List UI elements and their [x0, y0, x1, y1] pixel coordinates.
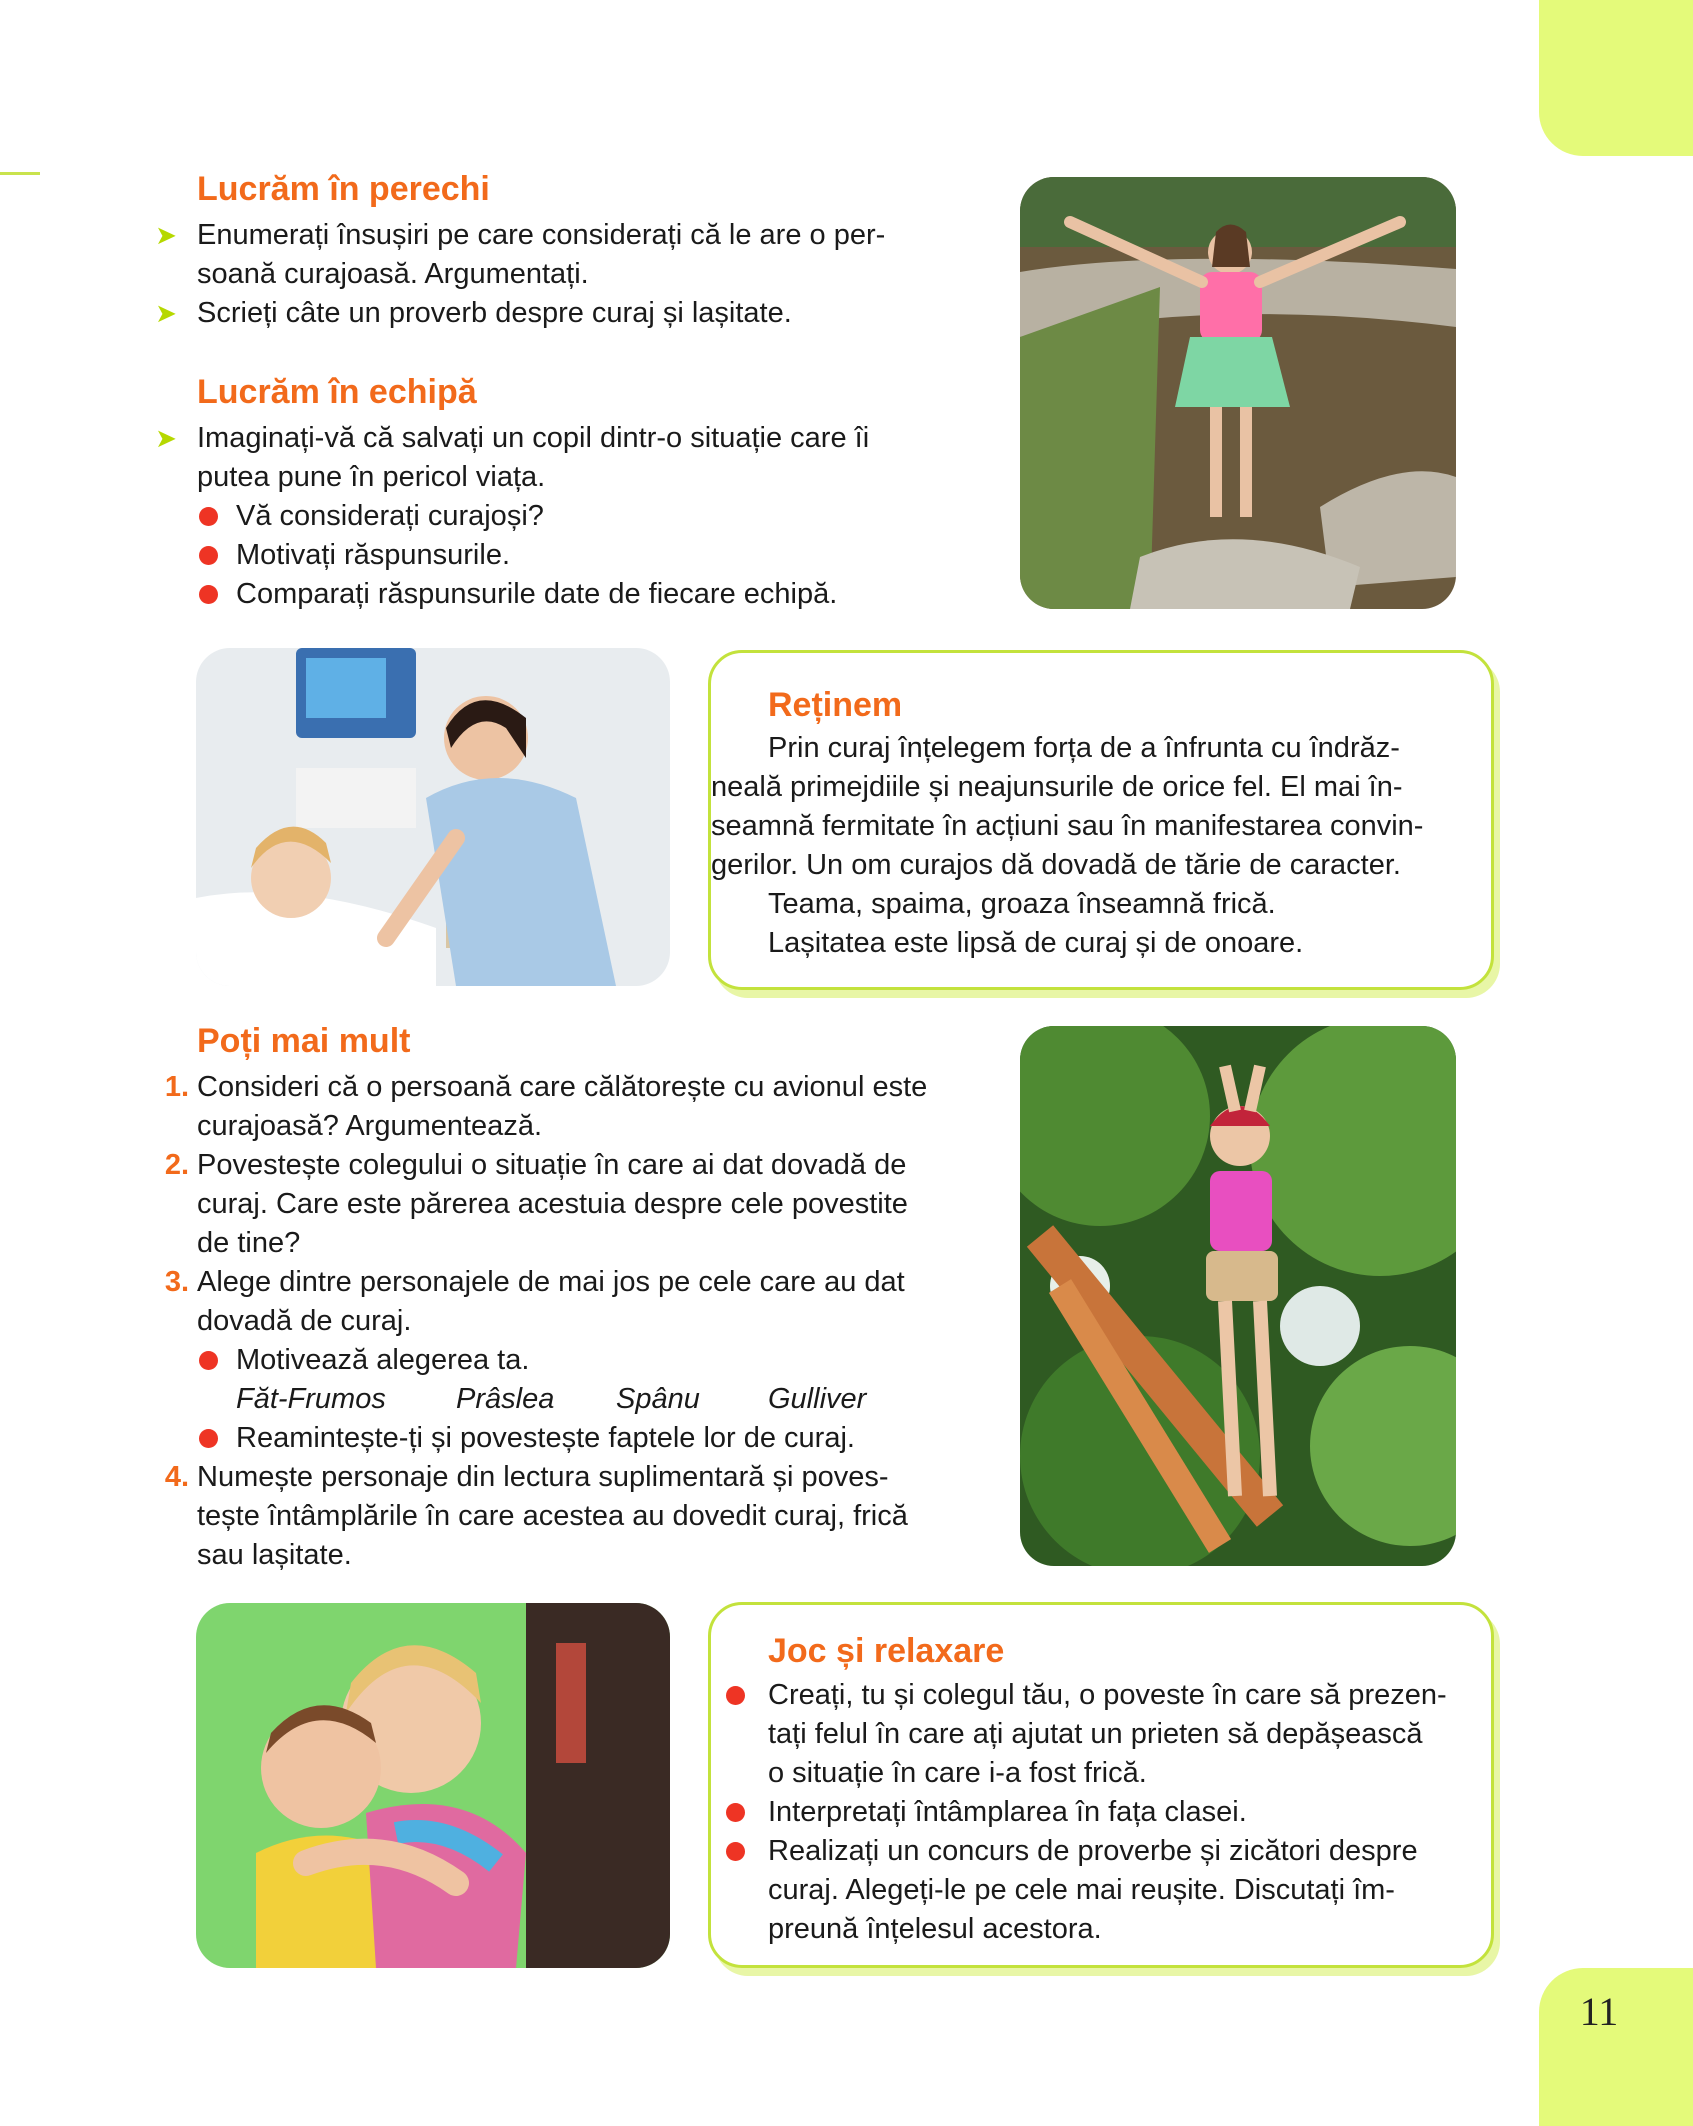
remember-line: neală primejdiile și neajunsurile de orice fel. El mai în-	[711, 771, 1403, 803]
exercise-number: 3.	[164, 1266, 189, 1298]
game-line: Realizați un concurs de proverbe și zicători despre	[768, 1835, 1418, 1867]
game-line: o situație în care i-a fost frică.	[768, 1757, 1147, 1789]
pairs-line: Scrieți câte un proverb despre curaj și lașitate.	[197, 297, 792, 329]
photo-boys-hugging	[196, 1603, 670, 1968]
game-line: Interpretați întâmplarea în fața clasei.	[768, 1796, 1247, 1828]
game-line: Creați, tu și colegul tău, o poveste în care să prezen-	[768, 1679, 1447, 1711]
exercise-line: Reamintește-ți și povestește faptele lor de curaj.	[236, 1422, 855, 1454]
red-bullet-icon	[197, 536, 219, 575]
game-line: curaj. Alegeți-le pe cele mai reușite. Discutați îm-	[768, 1874, 1395, 1906]
red-bullet-icon	[724, 1676, 746, 1715]
character-name: Spânu	[616, 1383, 700, 1415]
team-line: Motivați răspunsurile.	[236, 539, 510, 571]
page-number: 11	[1579, 1989, 1619, 2034]
character-name: Gulliver	[768, 1383, 867, 1415]
remember-text	[711, 729, 1517, 963]
section-title-pairs: Lucrăm în perechi	[197, 170, 490, 208]
chevron-bullet-icon: ➤	[155, 298, 177, 328]
remember-line: seamnă fermitate în acțiuni sau în manifestarea convin-	[711, 810, 1424, 842]
section-title-team: Lucrăm în echipă	[197, 373, 477, 411]
red-bullet-icon	[197, 575, 219, 614]
exercise-line: Consideri că o persoană care călătorește cu avionul este	[197, 1071, 928, 1103]
exercise-line: de tine?	[197, 1227, 301, 1259]
exercise-number: 4.	[164, 1461, 189, 1493]
exercise-line: dovadă de curaj.	[197, 1305, 412, 1337]
photo-girl-rope-course	[1020, 1026, 1456, 1566]
team-line: putea pune în pericol viața.	[197, 461, 546, 493]
exercise-line: Motivează alegerea ta.	[236, 1344, 530, 1376]
exercise-line: Alege dintre personajele de mai jos pe cele care au dat	[197, 1266, 905, 1298]
character-name: Prâslea	[456, 1383, 555, 1415]
pairs-line: Enumerați însușiri pe care considerați că le are o per-	[197, 219, 886, 251]
red-bullet-icon	[197, 1419, 219, 1458]
game-box	[708, 1602, 1494, 1968]
section-title-game: Joc și relaxare	[768, 1632, 1005, 1670]
photo-nurse-and-child	[196, 648, 670, 986]
page-corner-tab	[1539, 0, 1693, 156]
red-bullet-icon	[197, 1341, 219, 1380]
game-line: preună înțelesul acestora.	[768, 1913, 1102, 1945]
more-exercises	[164, 1068, 928, 1575]
photo-girl-balancing	[1020, 177, 1456, 609]
game-line: tați felul în care ați ajutat un prieten să depășească	[768, 1718, 1423, 1750]
team-line: Vă considerați curajoși?	[236, 500, 544, 532]
character-name: Făt-Frumos	[236, 1383, 386, 1415]
margin-accent-line	[0, 172, 40, 175]
exercise-number: 1.	[164, 1071, 189, 1103]
team-line: Imaginați-vă că salvați un copil dintr-o situație care îi	[197, 422, 870, 454]
exercise-line: Numește personaje din lectura suplimentară și poves-	[197, 1461, 889, 1493]
section-title-remember: Reținem	[768, 686, 903, 724]
chevron-bullet-icon: ➤	[155, 423, 177, 453]
exercise-line: Povestește colegului o situație în care ai dat dovadă de	[197, 1149, 907, 1181]
exercise-line: curajoasă? Argumentează.	[197, 1110, 542, 1142]
exercise-line: curaj. Care este părerea acestuia despre cele povestite	[197, 1188, 908, 1220]
section-title-more: Poți mai mult	[197, 1022, 411, 1060]
team-line: Comparați răspunsurile date de fiecare echipă.	[236, 578, 838, 610]
team-instructions	[155, 419, 870, 614]
red-bullet-icon	[724, 1832, 746, 1871]
exercise-number: 2.	[164, 1149, 189, 1181]
exercise-line: sau lașitate.	[197, 1539, 352, 1571]
remember-line: Lașitatea este lipsă de curaj și de onoare.	[768, 927, 1304, 959]
chevron-bullet-icon: ➤	[155, 220, 177, 250]
pairs-instructions	[155, 216, 886, 333]
character-list	[197, 1380, 927, 1419]
remember-box	[708, 650, 1494, 990]
remember-line: gerilor. Un om curajos dă dovadă de tărie de caracter.	[711, 849, 1401, 881]
remember-line: Teama, spaima, groaza înseamnă frică.	[768, 888, 1276, 920]
red-bullet-icon	[197, 497, 219, 536]
red-bullet-icon	[724, 1793, 746, 1832]
remember-line: Prin curaj înțelegem forța de a înfrunta cu îndrăz-	[768, 732, 1400, 764]
pairs-line: soană curajoasă. Argumentați.	[197, 258, 589, 290]
exercise-line: tește întâmplările în care acestea au dovedit curaj, frică	[197, 1500, 908, 1532]
game-instructions	[768, 1676, 1447, 1949]
